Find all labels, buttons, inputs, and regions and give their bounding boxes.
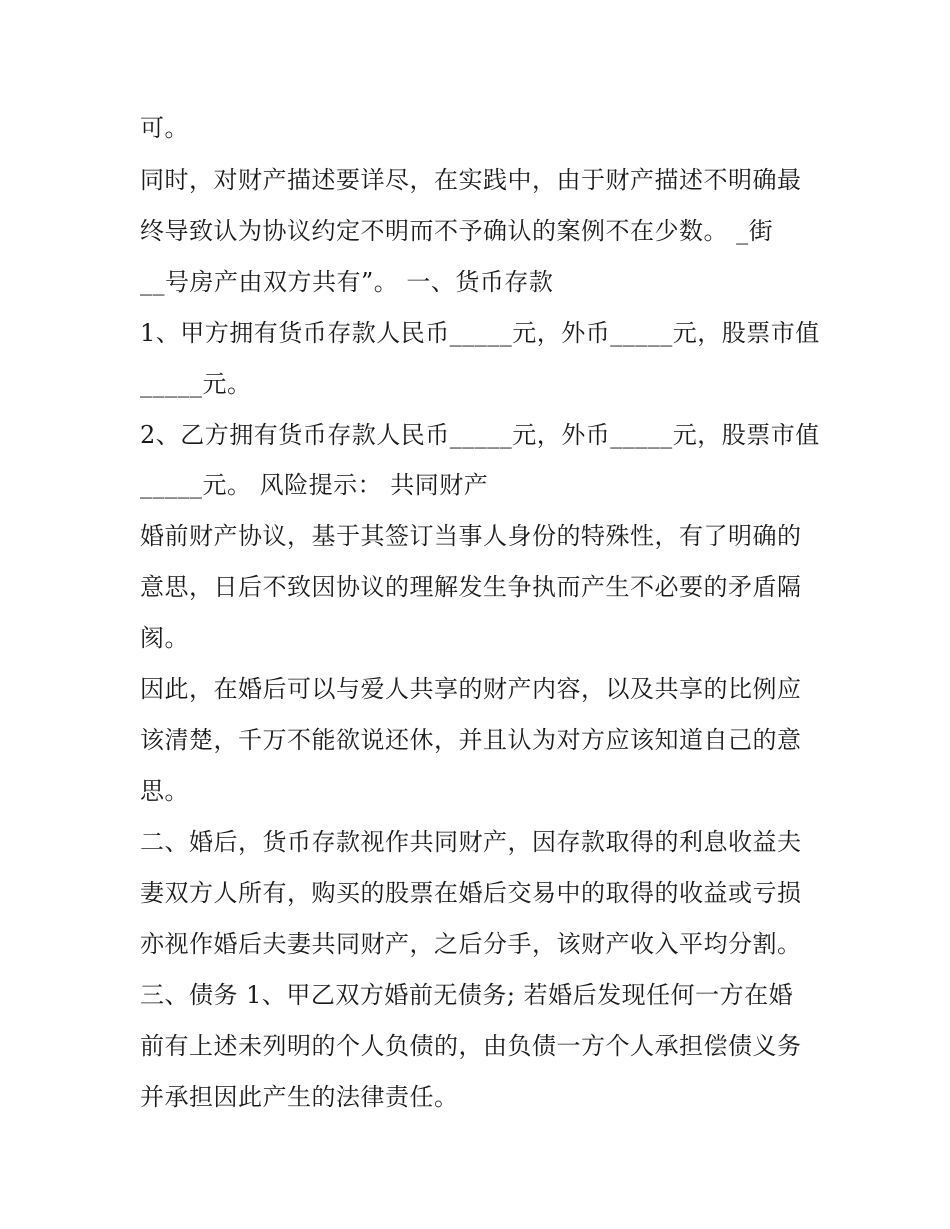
text-line: 前有上述未列明的个人负债的，由负债一方个人承担偿债义务 [140,1032,802,1060]
text-line: 思。 [140,777,189,805]
text-line: 婚前财产协议，基于其签订当事人身份的特殊性，有了明确的 [140,522,802,550]
text-line: 因此，在婚后可以与爱人共享的财产内容，以及共享的比例应 [140,675,802,703]
text-line: 同时，对财产描述要详尽，在实践中，由于财产描述不明确最 [140,166,802,194]
text-line: 意思，日后不致因协议的理解发生争执而产生不必要的矛盾隔 [140,573,802,601]
text-line: 可。 [140,114,189,142]
text-line: _____元。 风险提示： 共同财产 [140,471,489,499]
text-line: 三、债务 1、甲乙双方婚前无债务; 若婚后发现任何一方在婚 [140,981,794,1009]
text-line: 阂。 [140,624,189,652]
text-line: 2、乙方拥有货币存款人民币_____元，外币_____元，股票市值 [140,421,820,449]
text-line: 该清楚，千万不能欲说还休，并且认为对方应该知道自己的意 [140,726,802,754]
text-line: 妻双方人所有，购买的股票在婚后交易中的取得的收益或亏损 [140,879,802,907]
text-line: 1、甲方拥有货币存款人民币_____元，外币_____元，股票市值 [140,319,820,347]
text-line: 终导致认为协议约定不明而不予确认的案例不在少数。 _街 [140,217,774,245]
text-line: __号房产由双方共有”。 一、货币存款 [140,268,554,296]
text-line: 亦视作婚后夫妻共同财产，之后分手，该财产收入平均分割。 [140,930,802,958]
text-line: 二、婚后，货币存款视作共同财产，因存款取得的利息收益夫 [140,828,802,856]
text-line: 并承担因此产生的法律责任。 [140,1083,459,1111]
text-line: _____元。 [140,370,252,398]
